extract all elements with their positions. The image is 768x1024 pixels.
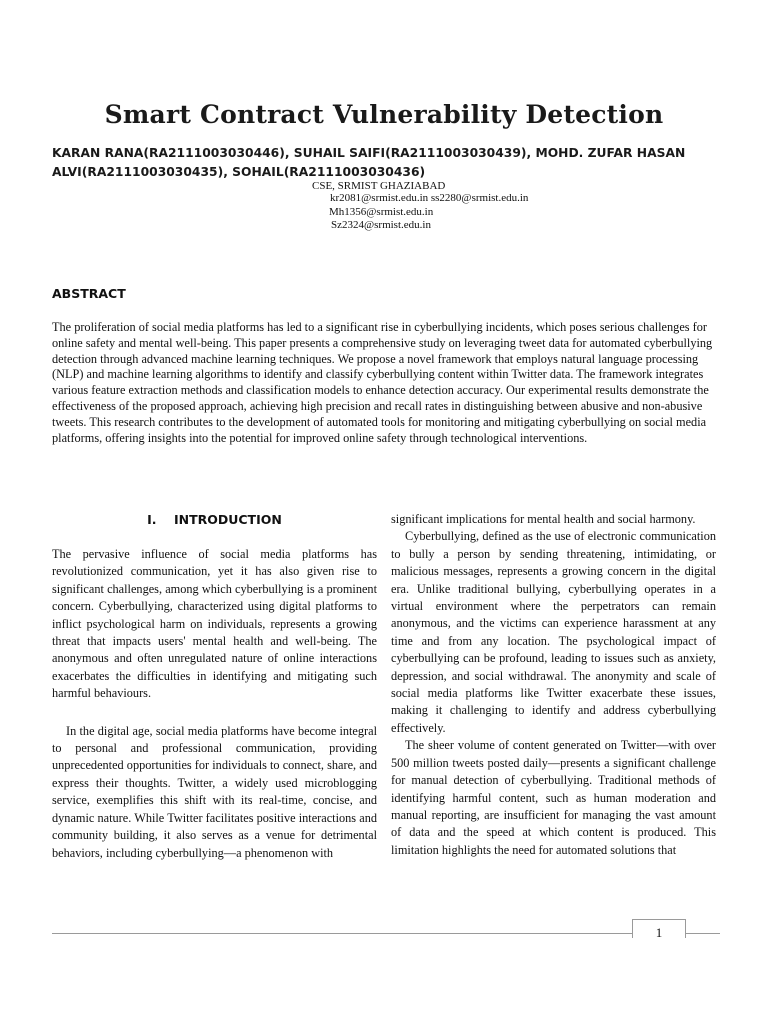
author-line-2: ALVI(RA2111003030435), SOHAIL(RA2111003030436) [52, 165, 426, 179]
abstract-heading: ABSTRACT [52, 286, 126, 301]
email-line-3: Sz2324@srmist.edu.in [331, 219, 431, 231]
author-line-1: KARAN RANA(RA2111003030446), SUHAIL SAIFI(RA2111003030439), MOHD. ZUFAR HASAN [52, 146, 686, 160]
paper-title: Smart Contract Vulnerability Detection [104, 100, 664, 129]
footer-rule [52, 933, 720, 934]
intro-paragraph: In the digital age, social media platforms have become integral to personal and professional communication, providing unprecedented opportunities for individuals to connect, share, and express their thoughts. Twitter, a widely used microblogging service, exemplifies this shift with its real-time, concise, and dynamic nature. While Twitter facilitates positive interactions and community building, it also serves as a venue for detrimental behaviors, including cyberbullying—a phenomenon with [52, 723, 377, 860]
author-list [52, 144, 727, 182]
left-column [52, 546, 377, 862]
right-column [391, 511, 716, 859]
intro-paragraph: Cyberbullying, defined as the use of electronic communication to bully a person by sending threatening, intimidating, or malicious messages, represents a growing concern in the digital era. Unlike traditional bullying, cyberbullying operates in a virtual environment where the perpetrators can remain anonymous, and the victims can experience harassment at any time and from any location. The psychological impact of cyberbullying can be profound, leading to issues such as anxiety, depression, and social withdrawal. The anonymity and scale of social media platforms like Twitter exacerbate these issues, making it challenging to identify and address cyberbullying effectively. [391, 529, 716, 735]
affiliation: CSE, SRMIST GHAZIABAD [312, 180, 446, 192]
page-number: 1 [632, 919, 686, 938]
introduction-heading: I. INTRODUCTION [147, 512, 282, 527]
abstract-text: The proliferation of social media platforms has led to a significant rise in cyberbullying incidents, which poses serious challenges for online safety and mental well-being. This paper presents a comprehensive study on leveraging tweet data for automated cyberbullying detection through advanced machine learning techniques. We propose a novel framework that employs natural language processing (NLP) and machine learning algorithms to identify and classify cyberbullying content within Twitter data. The framework integrates various feature extraction methods and classification models to enhance detection accuracy. Our experimental results demonstrate the effectiveness of the proposed approach, achieving high precision and recall rates in distinguishing between abusive and non-abusive tweets. This research contributes to the development of automated tools for monitoring and mitigating cyberbullying on social media platforms, offering insights into the potential for improved online safety through technological interventions. [52, 320, 713, 445]
intro-paragraph: The pervasive influence of social media platforms has revolutionized communication, yet it has also given rise to significant challenges, among which cyberbullying is a prominent concern. Cyberbullying, characterized using digital platforms to inflict psychological harm on individuals, represents a growing threat that impacts users' mental health and well-being. The anonymous and often unregulated nature of online interactions exacerbates the difficulties in identifying and mitigating such harmful behaviours. [52, 547, 377, 701]
email-line-1: kr2081@srmist.edu.in ss2280@srmist.edu.in [330, 192, 529, 204]
intro-paragraph: significant implications for mental health and social harmony. [391, 512, 696, 526]
email-line-2: Mh1356@srmist.edu.in [329, 206, 434, 218]
intro-paragraph: The sheer volume of content generated on Twitter—with over 500 million tweets posted daily—presents a significant challenge for manual detection of cyberbullying. Traditional methods of identifying harmful content, such as human moderation and manual reporting, are insufficient for managing the vast amount of data and the speed at which content is produced. This limitation highlights the need for automated solutions that [391, 738, 716, 857]
